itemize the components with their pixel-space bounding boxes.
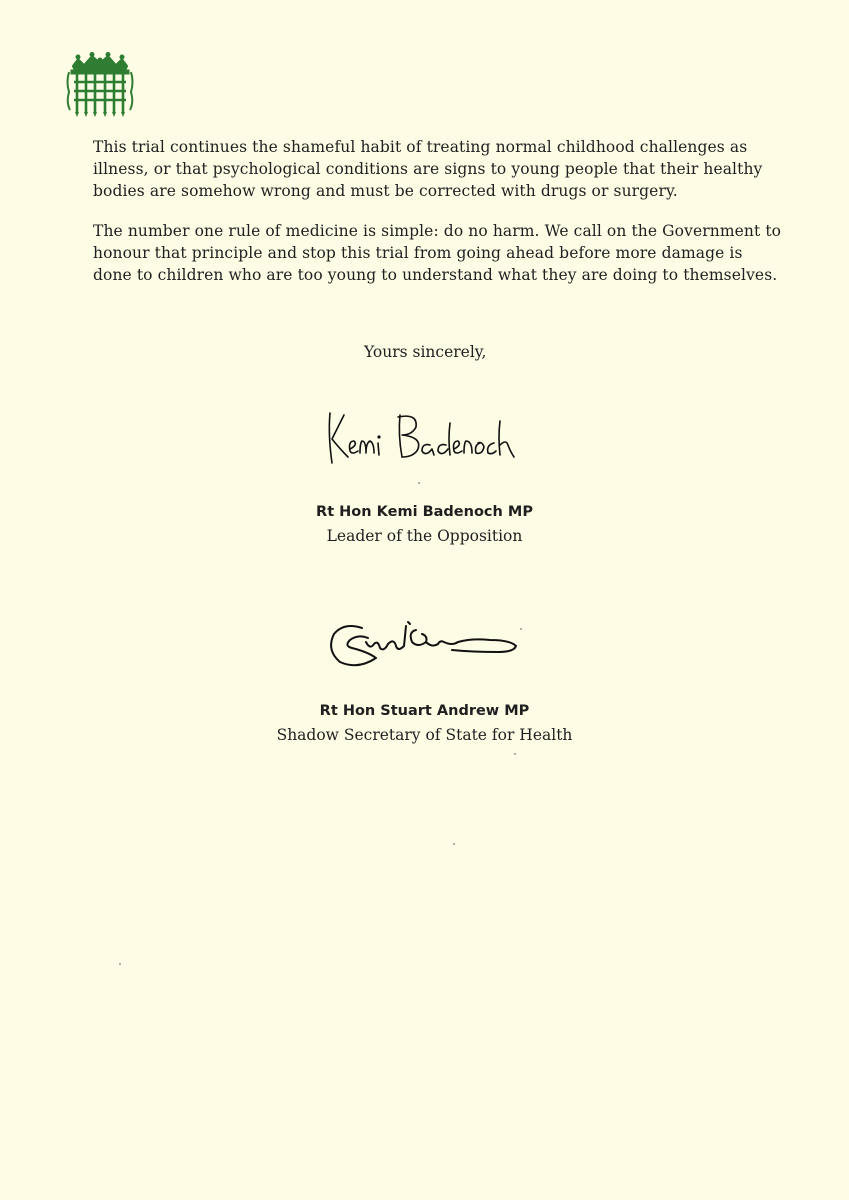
signature-stuart-andrew	[322, 612, 522, 674]
scan-speck	[453, 843, 455, 845]
signatory-name: Rt Hon Stuart Andrew MP	[319, 703, 530, 719]
body-paragraph-1: This trial continues the shameful habit of treating normal childhood challenges as illness, or that psychological conditions are signs to young people that their healthy bodies are somehow wrong and must be corrected with drugs or surgery.	[93, 138, 763, 200]
signatory-2	[0, 699, 849, 747]
signatory-role: Shadow Secretary of State for Health	[276, 726, 573, 744]
scan-speck	[514, 753, 516, 755]
signatory-name: Rt Hon Kemi Badenoch MP	[316, 504, 533, 520]
signatory-1	[0, 500, 849, 548]
scan-speck	[520, 628, 522, 630]
body-paragraph-2: The number one rule of medicine is simple: do no harm. We call on the Government to honour that principle and stop this trial from going ahead before more damage is done to children who are too young to understand what they are doing to themselves.	[93, 222, 782, 284]
closing-salutation: Yours sincerely,	[364, 343, 487, 361]
scan-speck	[418, 482, 420, 484]
scan-speck	[119, 963, 121, 965]
signatory-role: Leader of the Opposition	[326, 527, 523, 545]
portcullis-crest-icon	[66, 52, 134, 118]
signature-kemi-badenoch	[318, 405, 528, 475]
